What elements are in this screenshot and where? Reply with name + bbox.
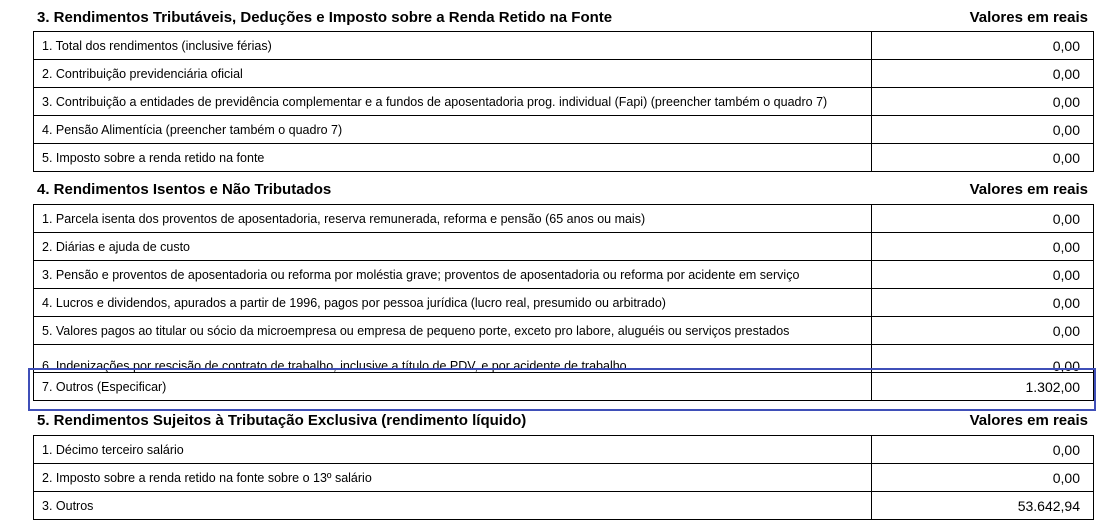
- row-label: 1. Décimo terceiro salário: [34, 436, 872, 464]
- row-label: 5. Imposto sobre a renda retido na fonte: [34, 144, 872, 172]
- row-value: 0,00: [872, 116, 1094, 144]
- row-label: 3. Contribuição a entidades de previdência complementar e a fundos de aposentadoria prog. individual (Fapi) (preencher também o quadro 7): [34, 88, 872, 116]
- row-value: 0,00: [872, 436, 1094, 464]
- row-value: 0,00: [872, 205, 1094, 233]
- table-row: [34, 88, 1094, 116]
- table-row: [34, 436, 1094, 464]
- row-label: 1. Parcela isenta dos proventos de aposentadoria, reserva remunerada, reforma e pensão (65 anos ou mais): [34, 205, 872, 233]
- row-value: 0,00: [872, 32, 1094, 60]
- section-unit-label: Valores em reais: [969, 411, 1088, 429]
- table-row: [34, 317, 1094, 345]
- row-value: 0,00: [872, 317, 1094, 345]
- row-value: 1.302,00: [872, 373, 1094, 401]
- row-value: 0,00: [872, 289, 1094, 317]
- table-row: [34, 289, 1094, 317]
- row-value: 0,00: [1052, 357, 1080, 373]
- row-label: 5. Valores pagos ao titular ou sócio da microempresa ou empresa de pequeno porte, exceto pro labore, aluguéis ou serviços prestados: [34, 317, 872, 345]
- row-label: 6. Indenizações por rescisão de contrato de trabalho, inclusive a título de PDV, e por acidente de trabalho: [42, 358, 627, 373]
- table-row: [34, 205, 1094, 233]
- section-unit-label: Valores em reais: [969, 8, 1088, 26]
- section-title: 4. Rendimentos Isentos e Não Tributados: [37, 180, 332, 198]
- section-title: 5. Rendimentos Sujeitos à Tributação Exclusiva (rendimento líquido): [37, 411, 527, 429]
- table-row: [34, 60, 1094, 88]
- row-value: 0,00: [872, 60, 1094, 88]
- section-5-table: [33, 435, 1094, 520]
- section-5-header: [33, 406, 1093, 434]
- row-value-cell: [872, 345, 1094, 373]
- row-label: 3. Pensão e proventos de aposentadoria ou reforma por moléstia grave; proventos de aposentadoria ou reforma por acidente em serviço: [34, 261, 872, 289]
- table-row-clipped: [34, 345, 1094, 373]
- row-label: 3. Outros: [34, 492, 872, 520]
- table-row: [34, 116, 1094, 144]
- table-row: [34, 492, 1094, 520]
- row-label: 2. Imposto sobre a renda retido na fonte sobre o 13º salário: [34, 464, 872, 492]
- table-row: [34, 464, 1094, 492]
- row-value: 0,00: [872, 261, 1094, 289]
- table-row: [34, 144, 1094, 172]
- row-label: 2. Diárias e ajuda de custo: [34, 233, 872, 261]
- row-value: 0,00: [872, 144, 1094, 172]
- row-label: 1. Total dos rendimentos (inclusive férias): [34, 32, 872, 60]
- table-row-highlighted: [34, 373, 1094, 401]
- row-value: 0,00: [872, 233, 1094, 261]
- row-label: 7. Outros (Especificar): [34, 373, 872, 401]
- table-row: [34, 233, 1094, 261]
- section-4-table: [33, 204, 1094, 401]
- row-value: 53.642,94: [872, 492, 1094, 520]
- row-label: 4. Lucros e dividendos, apurados a partir de 1996, pagos por pessoa jurídica (lucro real, presumido ou arbitrado): [34, 289, 872, 317]
- section-3-table: [33, 31, 1094, 172]
- section-title: 3. Rendimentos Tributáveis, Deduções e Imposto sobre a Renda Retido na Fonte: [37, 8, 613, 26]
- row-value: 0,00: [872, 88, 1094, 116]
- row-label: 4. Pensão Alimentícia (preencher também o quadro 7): [34, 116, 872, 144]
- table-row: [34, 32, 1094, 60]
- row-label: 2. Contribuição previdenciária oficial: [34, 60, 872, 88]
- section-unit-label: Valores em reais: [969, 180, 1088, 198]
- row-value: 0,00: [872, 464, 1094, 492]
- section-3-header: [33, 3, 1093, 31]
- table-row: [34, 261, 1094, 289]
- section-4-header: [33, 175, 1093, 203]
- row-label-cell: [34, 345, 872, 373]
